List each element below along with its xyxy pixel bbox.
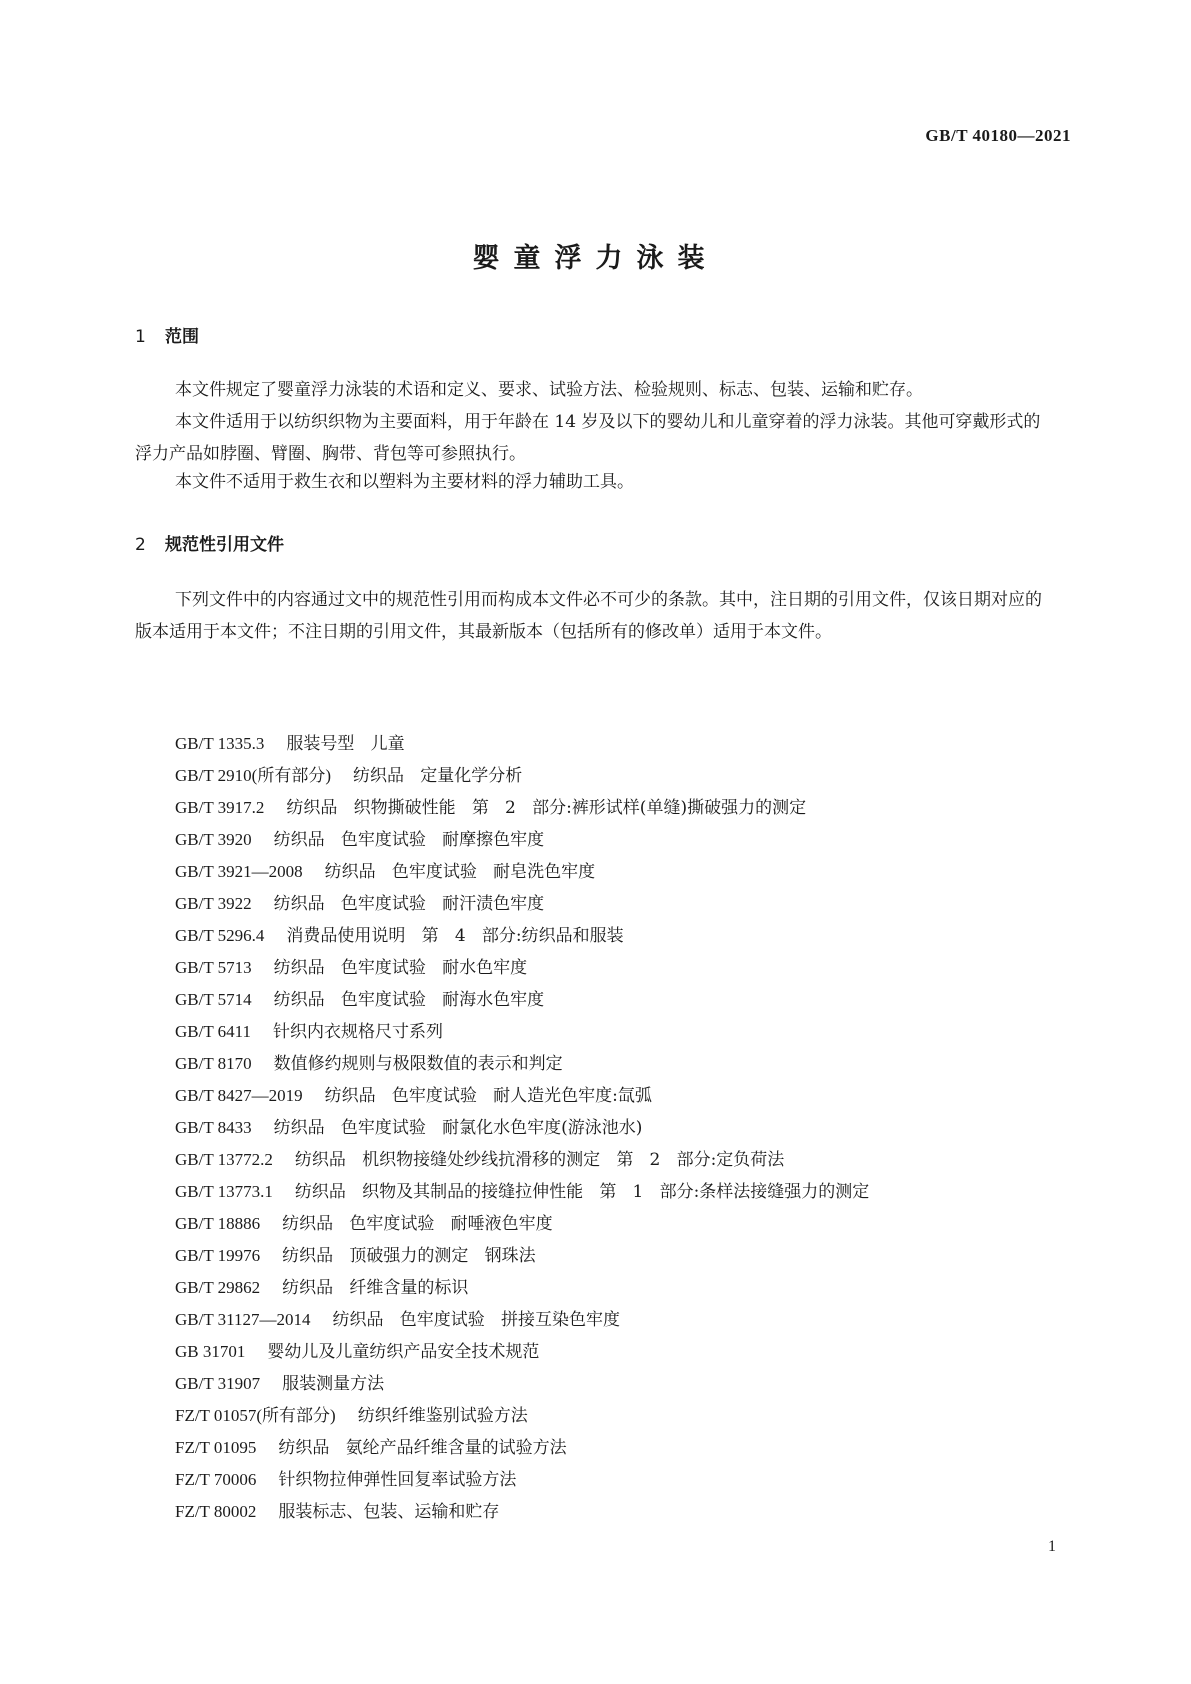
- reference-code: FZ/T 80002: [175, 1502, 257, 1521]
- reference-item: [175, 792, 869, 824]
- reference-item: [175, 888, 869, 920]
- reference-title: 纺织品 色牢度试验 耐海水色牢度: [273, 990, 545, 1010]
- reference-code: GB/T 31127—2014: [175, 1310, 311, 1329]
- reference-code: GB/T 5713: [175, 958, 252, 977]
- reference-code: FZ/T 01095: [175, 1438, 257, 1457]
- reference-code: GB/T 8433: [175, 1118, 252, 1137]
- reference-item: [175, 728, 869, 760]
- reference-code: GB/T 19976: [175, 1246, 261, 1265]
- reference-item: [175, 1304, 869, 1336]
- reference-code: GB/T 3917.2: [175, 798, 265, 817]
- reference-code: FZ/T 01057(所有部分): [175, 1406, 336, 1425]
- reference-item: [175, 984, 869, 1016]
- reference-title: 纺织品 织物及其制品的接缝拉伸性能 第 1 部分:条样法接缝强力的测定: [294, 1182, 870, 1202]
- reference-title: 纺织品 色牢度试验 耐摩擦色牢度: [273, 830, 545, 850]
- reference-code: GB/T 3922: [175, 894, 252, 913]
- reference-item: [175, 1080, 869, 1112]
- page-number: 1: [1048, 1538, 1056, 1555]
- section-2-number: 2: [135, 535, 146, 555]
- reference-title: 数值修约规则与极限数值的表示和判定: [273, 1054, 563, 1074]
- reference-item: [175, 1496, 869, 1528]
- reference-title: 针织物拉伸弹性回复率试验方法: [278, 1470, 517, 1490]
- reference-title: 婴幼儿及儿童纺织产品安全技术规范: [267, 1342, 540, 1362]
- reference-item: [175, 1208, 869, 1240]
- reference-item: [175, 920, 869, 952]
- section-1-title: 范围: [165, 327, 199, 347]
- reference-code: GB/T 13772.2: [175, 1150, 273, 1169]
- reference-title: 纺织品 色牢度试验 拼接互染色牢度: [332, 1310, 620, 1330]
- section-1-number: 1: [135, 327, 146, 347]
- scope-paragraph-1: 本文件规定了婴童浮力泳装的术语和定义、要求、试验方法、检验规则、标志、包装、运输和贮存。: [175, 380, 923, 400]
- reference-title: 服装测量方法: [282, 1374, 385, 1394]
- reference-code: GB/T 3920: [175, 830, 252, 849]
- reference-title: 纺织品 色牢度试验 耐水色牢度: [273, 958, 528, 978]
- scope-paragraph-2: 本文件适用于以纺织织物为主要面料，用于年龄在 14 岁及以下的婴幼儿和儿童穿着的浮力泳装。其他可穿戴形式的浮力产品如脖圈、臂圈、胸带、背包等可参照执行。: [135, 412, 1041, 464]
- reference-item: [175, 1176, 869, 1208]
- reference-item: [175, 1400, 869, 1432]
- references-intro: 下列文件中的内容通过文中的规范性引用而构成本文件必不可少的条款。其中，注日期的引用文件，仅该日期对应的版本适用于本文件；不注日期的引用文件，其最新版本（包括所有的修改单）适用于本文件。: [135, 590, 1042, 642]
- reference-item: [175, 856, 869, 888]
- reference-code: GB/T 5714: [175, 990, 252, 1009]
- reference-title: 纺织品 色牢度试验 耐皂洗色牢度: [324, 862, 596, 882]
- reference-code: GB/T 1335.3: [175, 734, 265, 753]
- reference-code: GB/T 8427—2019: [175, 1086, 303, 1105]
- reference-code: GB/T 18886: [175, 1214, 261, 1233]
- reference-title: 纺织品 织物撕破性能 第 2 部分:裤形试样(单缝)撕破强力的测定: [286, 798, 807, 818]
- reference-title: 纺织品 色牢度试验 耐汗渍色牢度: [273, 894, 545, 914]
- document-title: 婴童浮力泳装: [472, 243, 719, 274]
- reference-code: GB/T 8170: [175, 1054, 252, 1073]
- reference-code: GB/T 3921—2008: [175, 862, 303, 881]
- reference-title: 针织内衣规格尺寸系列: [273, 1022, 444, 1042]
- reference-item: [175, 1016, 869, 1048]
- reference-item: [175, 824, 869, 856]
- scope-paragraph-3: 本文件不适用于救生衣和以塑料为主要材料的浮力辅助工具。: [175, 472, 634, 492]
- reference-code: GB/T 5296.4: [175, 926, 265, 945]
- reference-item: [175, 1464, 869, 1496]
- reference-item: [175, 1336, 869, 1368]
- reference-item: [175, 952, 869, 984]
- reference-title: 服装标志、包装、运输和贮存: [278, 1502, 500, 1522]
- reference-title: 纺织品 定量化学分析: [353, 766, 523, 786]
- reference-title: 纺织品 色牢度试验 耐唾液色牢度: [282, 1214, 553, 1234]
- reference-item: [175, 1432, 869, 1464]
- reference-item: [175, 1112, 869, 1144]
- reference-code: FZ/T 70006: [175, 1470, 257, 1489]
- section-1-heading: [135, 322, 199, 347]
- reference-item: [175, 1048, 869, 1080]
- reference-list: [175, 728, 869, 1528]
- reference-item: [175, 1144, 869, 1176]
- reference-title: 纺织纤维鉴别试验方法: [357, 1406, 528, 1426]
- section-2-title: 规范性引用文件: [165, 535, 284, 555]
- reference-item: [175, 760, 869, 792]
- reference-code: GB/T 13773.1: [175, 1182, 273, 1201]
- reference-code: GB/T 29862: [175, 1278, 261, 1297]
- section-2-heading: [135, 530, 284, 555]
- reference-title: 纺织品 色牢度试验 耐人造光色牢度:氙弧: [324, 1086, 652, 1106]
- reference-item: [175, 1272, 869, 1304]
- reference-item: [175, 1240, 869, 1272]
- standard-code: GB/T 40180—2021: [925, 126, 1071, 145]
- reference-title: 纺织品 氨纶产品纤维含量的试验方法: [278, 1438, 567, 1458]
- reference-title: 纺织品 顶破强力的测定 钢珠法: [282, 1246, 536, 1266]
- reference-title: 消费品使用说明 第 4 部分:纺织品和服装: [286, 926, 624, 946]
- reference-code: GB 31701: [175, 1342, 246, 1361]
- reference-title: 服装号型 儿童: [286, 734, 405, 754]
- reference-item: [175, 1368, 869, 1400]
- reference-title: 纺织品 机织物接缝处纱线抗滑移的测定 第 2 部分:定负荷法: [294, 1150, 785, 1170]
- reference-code: GB/T 31907: [175, 1374, 261, 1393]
- reference-title: 纺织品 色牢度试验 耐氯化水色牢度(游泳池水): [273, 1118, 643, 1138]
- reference-code: GB/T 2910(所有部分): [175, 766, 331, 785]
- reference-code: GB/T 6411: [175, 1022, 252, 1041]
- reference-title: 纺织品 纤维含量的标识: [282, 1278, 469, 1298]
